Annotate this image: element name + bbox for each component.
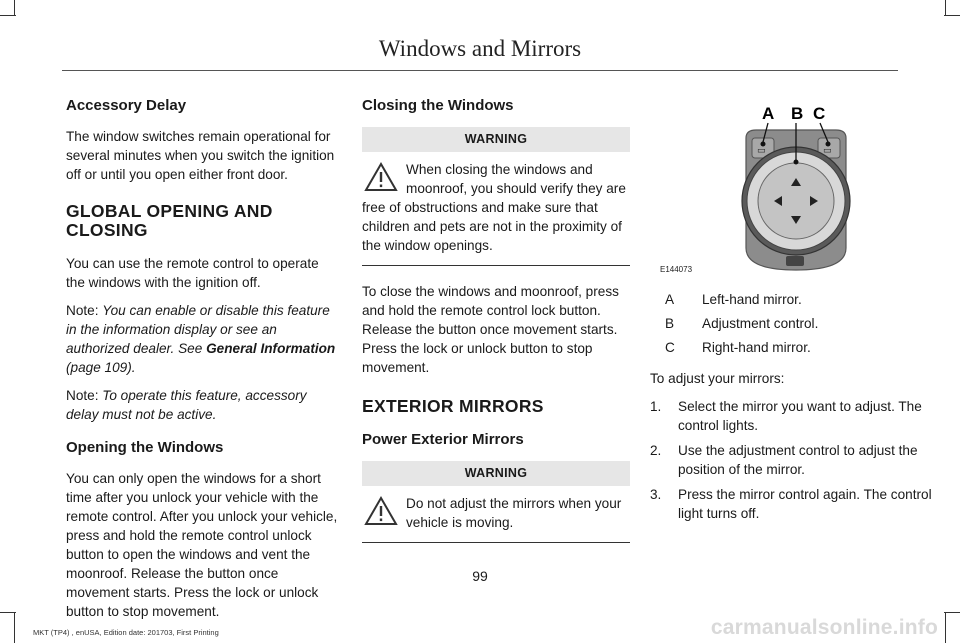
figure-code: E144073 xyxy=(660,265,693,274)
crop-mark xyxy=(0,15,16,16)
step-number: 1. xyxy=(650,399,662,414)
header-rule xyxy=(62,70,898,71)
column-middle xyxy=(362,96,630,559)
watermark: carmanualsonline.info xyxy=(710,616,938,639)
warning-text: Do not adjust the mirrors when your vehicle is moving. xyxy=(406,496,622,530)
note-accessory-delay xyxy=(66,386,338,424)
warning-header: WARNING xyxy=(362,127,630,152)
note-enable-feature xyxy=(66,301,338,377)
legend-text: Left-hand mirror. xyxy=(702,292,802,307)
heading-exterior-mirrors: EXTERIOR MIRRORS xyxy=(362,396,544,416)
steps-list xyxy=(650,397,932,523)
crop-mark xyxy=(944,15,960,16)
paragraph-global: You can use the remote control to operate the windows with the ignition off. xyxy=(66,256,319,290)
crop-mark xyxy=(944,612,960,613)
warning-box xyxy=(362,461,630,543)
crop-mark xyxy=(14,0,15,16)
step-number: 3. xyxy=(650,487,662,502)
column-right xyxy=(650,290,932,529)
callout-label-c: C xyxy=(813,104,826,123)
legend-item xyxy=(650,338,932,357)
paragraph-adjust-intro: To adjust your mirrors: xyxy=(650,371,785,386)
legend-key: C xyxy=(665,340,675,355)
cross-reference-link[interactable]: General Information xyxy=(206,341,336,356)
warning-box xyxy=(362,127,630,266)
crop-mark xyxy=(14,612,15,643)
step-text: Use the adjustment control to adjust the position of the mirror. xyxy=(678,443,918,477)
column-left xyxy=(66,96,338,630)
crop-mark xyxy=(0,612,16,613)
heading-accessory-delay: Accessory Delay xyxy=(66,97,187,114)
legend-key: A xyxy=(665,292,675,307)
heading-opening-windows: Opening the Windows xyxy=(66,439,224,456)
mirror-control-illustration xyxy=(660,98,900,278)
legend-item xyxy=(650,290,932,309)
paragraph-accessory-delay: The window switches remain operational for several minutes when you switch the ignition off or until you open either front door. xyxy=(66,129,335,182)
crop-mark xyxy=(945,612,946,643)
paragraph-closing-windows: To close the windows and moonroof, press and hold the remote control lock button. Release the button once movement starts. Press the lock or unlock button to stop movement. xyxy=(362,284,619,375)
heading-closing-windows: Closing the Windows xyxy=(362,97,514,114)
callout-label-b: B xyxy=(791,104,804,123)
step-item xyxy=(650,441,932,479)
note-text: To operate this feature, accessory delay must not be active. xyxy=(66,388,307,422)
note-text: You can enable or disable this feature in the information display or see an authorized dealer. See xyxy=(66,303,330,356)
heading-power-exterior-mirrors: Power Exterior Mirrors xyxy=(362,431,524,448)
legend-text: Adjustment control. xyxy=(702,316,819,331)
crop-mark xyxy=(945,0,946,16)
callout-label-a: A xyxy=(762,104,775,123)
step-text: Press the mirror control again. The control light turns off. xyxy=(678,487,932,521)
warning-triangle-icon xyxy=(364,496,398,526)
note-label: Note: xyxy=(66,303,99,318)
warning-triangle-icon xyxy=(364,162,398,192)
svg-text:▭: ▭ xyxy=(757,146,766,156)
warning-header: WARNING xyxy=(362,461,630,486)
legend-item xyxy=(650,314,932,333)
mirror-control-figure xyxy=(660,98,900,278)
paragraph-opening-windows: You can only open the windows for a short time after you unlock your vehicle with the remote control. After you unlock your vehicle, press and hold the remote control unlock button to open the windows and vent the moonroof. Release the button once movement starts. Press the lock or unlock button to stop movement. xyxy=(66,471,338,619)
step-text: Select the mirror you want to adjust. The control lights. xyxy=(678,399,922,433)
warning-text: When closing the windows and moonroof, you should verify they are free of obstructions and make sure that children and pets are not in the proximity of the window openings. xyxy=(362,162,626,253)
heading-global-opening: GLOBAL OPENING AND CLOSING xyxy=(66,201,273,240)
step-item xyxy=(650,397,932,435)
edition-footer: MKT (TP4) , enUSA, Edition date: 201703, First Printing xyxy=(33,628,219,637)
legend-text: Right-hand mirror. xyxy=(702,340,811,355)
page-number: 99 xyxy=(472,568,488,584)
legend-key: B xyxy=(665,316,675,331)
cross-reference-page: (page 109). xyxy=(66,360,136,375)
warning-body xyxy=(362,152,630,266)
svg-text:▭: ▭ xyxy=(823,146,832,156)
step-item xyxy=(650,485,932,523)
note-label: Note: xyxy=(66,388,99,403)
page-title: Windows and Mirrors xyxy=(378,36,582,61)
warning-body xyxy=(362,486,630,543)
step-number: 2. xyxy=(650,443,662,458)
legend-list xyxy=(650,290,932,357)
